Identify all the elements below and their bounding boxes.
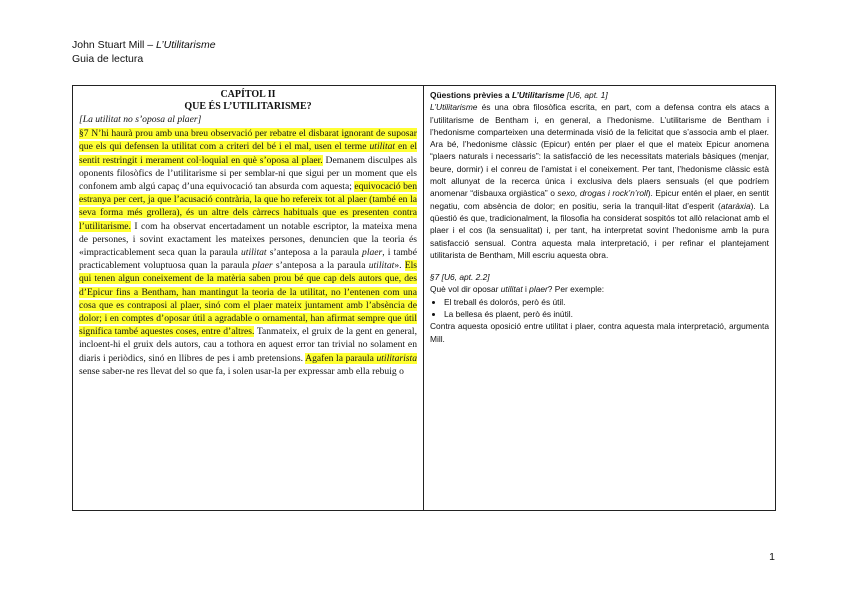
header-subtitle: Guia de lectura — [72, 53, 144, 65]
italic-term: plaer — [252, 260, 273, 272]
highlighted-text: Agafen la paraula — [305, 352, 377, 364]
text-run: ». — [394, 260, 405, 272]
questions-heading — [430, 89, 769, 101]
text-column — [73, 86, 424, 511]
header-author-line — [72, 38, 216, 52]
s7-question-pre: Què vol dir oposar — [430, 284, 501, 295]
example-item: • La bellesa és plaent, però és inútil. — [444, 308, 769, 320]
highlighted-text: §7 N’hi haurà prou amb una breu observació per rebatre el disbarat ignorant de suposar que els qui defensen la utilitat com a criteri del bé i el mal, usen el terme — [79, 128, 417, 153]
header-book-title: L’Utilitarisme — [156, 39, 216, 51]
highlighted-text: utilitarista — [376, 352, 417, 364]
italic-term: L’Utilitarisme — [430, 102, 478, 113]
s7-question — [430, 283, 769, 295]
text-run: sense saber-ne res llevat del so que fa, i solen usar-la per expressar amb ella rebuig o — [79, 365, 404, 377]
italic-term: plaer — [362, 247, 383, 259]
questions-intro-paragraph — [430, 101, 769, 261]
questions-ref: [U6, apt. 1] — [564, 90, 608, 100]
s7-question-mid: i — [522, 284, 530, 295]
closing-paragraph: Contra aquesta oposició entre utilitat i plaer, contra aquesta mala interpretació, argumenta Mill. — [430, 321, 769, 344]
highlighted-text: en el sentit restringit i merament col·loquial en què s’oposa al plaer. — [79, 141, 417, 166]
italic-term: utilitat — [368, 260, 395, 272]
highlighted-text: Els qui tenen algun coneixement de la matèria saben prou bé que cap dels autors que, des d’Epicur fins a Bentham, han mantingut la teoria de la utilitat, no l’entenen com una cosa que es contraposi al plaer, sinó com el plaer mateix juntament amb l’absència de dolor; i en comptes d’oposar útil a agradable o ornamental, han afirmat sempre que útil significa també aquestes coses, entre d’altres. — [79, 260, 418, 338]
chapter-number: CAPÍTOL II — [220, 89, 276, 100]
document-header — [72, 38, 216, 66]
s7-term-plaer: plaer — [529, 284, 548, 295]
highlighted-text: utilitat — [369, 141, 396, 153]
italic-term: utilitat — [241, 247, 267, 259]
section-heading: [La utilitat no s’oposa al plaer] — [79, 114, 202, 125]
guide-row — [73, 86, 776, 511]
section-paragraph — [79, 127, 417, 378]
text-run: s’anteposa a la paraula — [272, 260, 369, 272]
text-run: és una obra filosòfica escrita, en part, com a defensa contra els atacs a l’utilitarisme de Bentham i, en general, a l’hedonisme. L’utilitarisme de Bentham i l’hedonisme comparteixen una determinada visió de la felicitat que s’associa amb el plaer. Ara bé, l’hedonisme clàssic (Epicur) entén per plaer el que el mateix Epicur anomena “plaers naturals i necessaris”: la satisfacció de les necessitats materials bàsiques (menjar, beure, dormir) i el conreu de l’amistat i el coneixement. Per tant, l’hedonisme clàssic està molt allunyat de la recerca única i exclusiva dels plaers sensuals (el que podríem anomenar “disbauxa orgiàstica” o — [430, 102, 769, 199]
examples-list — [430, 296, 769, 321]
page-number: 1 — [769, 551, 775, 563]
s7-term-utilitat: utilitat — [500, 284, 523, 295]
text-run: s’anteposa a la paraula — [266, 247, 363, 259]
text-run: Tanmateix, el gruix de la gent en general, incloent-hi el gruix dels autors, cau a tothora en aquest error tan trivial no solament en diaris i periòdics, sinó en llibres de pes i amb pretensions. — [79, 326, 417, 364]
italic-term: ataràxia — [720, 200, 751, 211]
s7-question-post: ? Per exemple: — [547, 284, 605, 295]
text-run: I com ha observat encertadament un notable escriptor, la mateixa mena de persones, i sovint exactament les mateixes persones, denuncien que la teoria és «impracticablement seca quan la paraula — [79, 220, 417, 259]
reading-guide-table — [72, 85, 776, 511]
questions-book: L’Utilitarisme — [511, 90, 565, 100]
spacer — [430, 261, 769, 271]
example-item: • El treball és dolorós, però és útil. — [444, 296, 769, 308]
s7-label: §7 [U6, apt. 2.2] — [430, 272, 490, 283]
highlighted-text: equivocació ben estranya per cert, ja que l’acusació contrària, la que ho refereix tot al plaer (també en la seva forma més grollera), és un altre dels càrrecs habituals que es presenten contra l’utilitarisme. — [79, 181, 417, 232]
header-author: John Stuart Mill – — [72, 39, 157, 51]
questions-column — [424, 86, 776, 511]
text-run: Demanem disculpes als oponents filosòfics de l’utilitarisme si per semblar-ni que sigui per un moment que els confonem amb algú capaç d’una equivocació tan absurda com aquesta; — [79, 154, 417, 193]
questions-title: Qüestions prèvies a — [430, 90, 512, 100]
text-run: ). La qüestió és que, tradicionalment, la filosofia ha considerat sospitós tot allò relacionat amb el plaer i el cos (la sensualitat) i, per tant, ha interpretat sovint l’hedonisme amb la pura satisfacció sensual. Contra aquesta mala interpretació, i per refinar el plantejament utilitarista de Bentham, Mill escriu aquesta obra. — [430, 200, 769, 260]
italic-term: sexo, drogas i rock’n’roll — [557, 188, 648, 199]
text-run: ). Epicur entén el plaer, en sentit negatiu, com absència de dolor; en positiu, seria la tranquil·litat d’esperit ( — [430, 188, 769, 211]
text-run: , i també practicablement voluptuosa quan la paraula — [79, 247, 417, 272]
chapter-title: QUE ÉS L’UTILITARISME? — [184, 101, 312, 112]
